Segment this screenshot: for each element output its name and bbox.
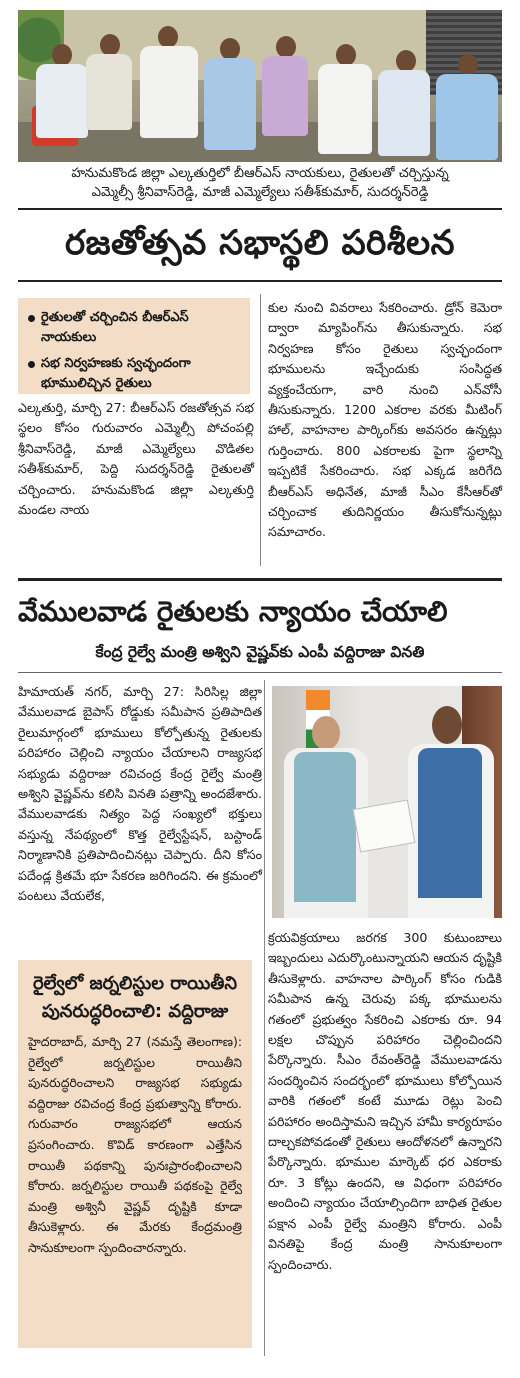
highlight-item: రైతులతో చర్చించిన బీఆర్ఎస్ నాయకులు: [26, 308, 242, 348]
divider: [18, 672, 502, 673]
subheadline-2: కేంద్ర రైల్వే మంత్రి అశ్విని వైష్ణవ్‌కు ఎంపీ వద్దిరాజు వినతి: [95, 643, 425, 661]
box-body: హైదరాబాద్, మార్చి 27 (నమస్తే తెలంగాణ): రైల్వేలో జర్నలిస్టుల రాయితీని పునరుద్ధరించాలని రాజ్యసభ సభ్యుడు వద్దిరాజు రవిచంద్ర కేంద్ర ప్రభుత్వాన్ని కోరారు. గురువారం రాజ్యసభలో ఆయన ప్రసంగించారు. కొవిడ్ కారణంగా ఎత్తేసిన రాయితీ పథకాన్ని పునఃప్రారంభించాలని కోరారు. జర్నలిస్టుల రాయితీ పథకంపై రైల్వే మంత్రి అశ్వినీ వైష్ణవ్ దృష్టికి కూడా తీసుకెళ్లారు. ఈ మేరకు కేంద్రమంత్రి సానుకూలంగా స్పందించారన్నారు.: [28, 1034, 242, 1255]
column-divider: [260, 294, 261, 566]
journalist-concession-box: [18, 960, 252, 1348]
column-divider: [264, 680, 265, 1356]
meeting-photo: [18, 10, 502, 162]
headline-1: రజతోత్సవ సభాస్థలి పరిశీలన: [64, 223, 456, 263]
divider: [18, 208, 502, 210]
bullet-icon: [28, 315, 35, 322]
caption-line-1: హనుమకొండ జిల్లా ఎల్కతుర్తిలో బీఆర్ఎస్ నాయకులు, రైతులతో చర్చిస్తున్న: [71, 166, 449, 181]
box-title: రైల్వేలో జర్నలిస్టుల రాయితీని పునరుద్ధరించాలి: వద్దిరాజు: [33, 973, 237, 1022]
caption-line-2: ఎమ్మెల్సీ శ్రీనివాస్‌రెడ్డి, మాజీ ఎమ్మెల్యేలు సతీశ్‌కుమార్, సుదర్శన్‌రెడ్డి: [91, 185, 429, 200]
story1-body-right: కుల నుంచి వివరాలు సేకరించారు. డ్రోన్ కెమెరా ద్వారా మ్యాపింగ్‌ను తీసుకున్నారు. సభ నిర్వహణ కోసం రైతులు స్వచ్ఛందంగా భూములను ఇచ్చేందుకు సంసిద్ధత వ్యక్తంచేయగా, వారి నుంచి ఎన్‌వోసీ తీసుకున్నారు. 1200 ఎకరాల వరకు మీటింగ్ హాల్, వాహనాల పార్కింగ్‌కు అవసరం ఉన్నట్లు గుర్తించారు. 800 ఎకరాలకు పైగా స్థలాన్ని ఇప్పటికే సేకరించారు. సభ ఎక్కడ జరిగేది బీఆర్ఎస్ అధినేత, మాజీ సీఎం కేసీఆర్‌తో చర్చించాక తుదినిర్ణయం తీసుకోనున్నట్లు సమాచారం.: [268, 300, 502, 540]
bullet-icon: [28, 361, 35, 368]
divider: [18, 280, 502, 282]
minister-meeting-photo: [272, 686, 502, 918]
section-divider: [18, 578, 502, 581]
headline-2: వేములవాడ రైతులకు న్యాయం చేయాలి: [18, 595, 448, 628]
photo-caption: [18, 164, 502, 204]
story2-body-left: హిమాయత్ నగర్, మార్చి 27: సిరిసిల్ల జిల్లా వేములవాడ బైపాస్ రోడ్డుకు సమీపాన ప్రతిపాదిత రైలుమార్గంలో భూములు కోల్పోతున్న రైతులకు పరిహారం చెల్లించి న్యాయం చేయాలని రాజ్యసభ సభ్యుడు వద్దిరాజు రవిచంద్ర కేంద్ర రైల్వే మంత్రి అశ్విని వైష్ణవ్‌ను కలిసి వినతి పత్రాన్ని అందజేశారు. వేములవాడకు నిత్యం పెద్ద సంఖ్యలో భక్తులు వస్తున్న నేపథ్యంలో కొత్త రైల్వేస్టేషన్, బస్టాండ్ నిర్మాణానికి ప్రతిపాదించినట్లు చెప్పారు. దీని కోసం పదేండ్ల క్రితమే భూ సేకరణ జరిగిందని. ఈ క్రమంలో పంటలు వేయలేక,: [18, 684, 262, 904]
story2-body-right: క్రయవిక్రయాలు జరగక 300 కుటుంబాలు ఇబ్బందులు ఎదుర్కొంటున్నాయని ఆయన దృష్టికి తీసుకెళ్లారు. వాహనాల పార్కింగ్ కోసం గుడికి సమీపాన ఉన్న చెరువు పక్క భూములను గతంలో ప్రభుత్వం సేకరించి ఎకరాకు రూ. 94 లక్షల చొప్పున పరిహారం చెల్లించిందని పేర్కొన్నారు. సీఎం రేవంత్‌రెడ్డి వేములవాడను సందర్శించిన సందర్భంలో భూములు కోల్పోయిన వారికి గతంలో కంటే మూడు రెట్లు పెంచి పరిహారం అందిస్తామని ఇచ్చిన హామీ కార్యరూపం దాల్చకపోవడంతో రైతులు ఆందోళనలో ఉన్నారని పేర్కొన్నారు. భూముల మార్కెట్ ధర ఎకరాకు రూ. 3 కోట్లు ఉందని, ఆ విధంగా పరిహారం అందించి న్యాయం చేయాల్సిందిగా బాధిత రైతుల పక్షాన ఎంపీ రైల్వే మంత్రిని కోరారు. ఎంపీ వినతిపై కేంద్ర మంత్రి సానుకూలంగా స్పందించారు.: [268, 930, 502, 1272]
highlight-item: సభ నిర్వహణకు స్వచ్ఛందంగా భూములిచ్చిన రైతులు: [26, 354, 242, 394]
story1-body-left: ఎల్కతుర్తి, మార్చి 27: బీఆర్ఎస్ రజతోత్సవ సభ స్థలం కోసం గురువారం ఎమ్మెల్సీ పోచంపల్లి శ్రీనివాస్‌రెడ్డి, మాజీ ఎమ్మెల్యేలు వొడితల సతీశ్‌కుమార్, పెద్ది సుదర్శన్‌రెడ్డి రైతులతో చర్చించారు. హనుమకొండ జిల్లా ఎల్కతుర్తి మండల నాయ: [18, 400, 254, 518]
highlights-box: [18, 298, 250, 394]
